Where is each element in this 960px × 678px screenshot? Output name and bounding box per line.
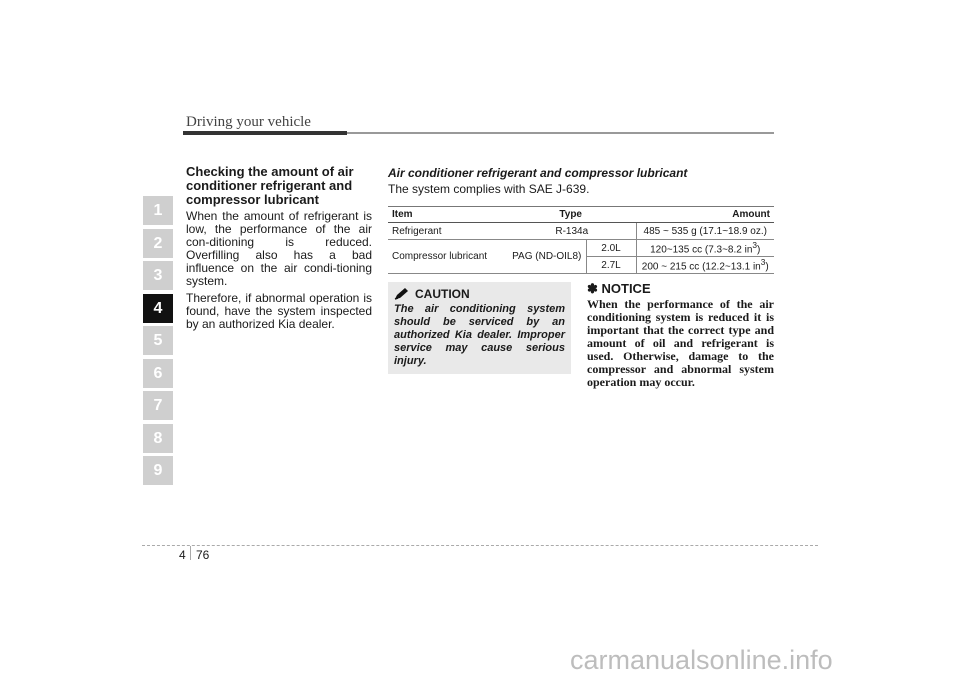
intro-text: The system complies with SAE J-639. [388,182,590,196]
notice-title: ✽ NOTICE [587,281,651,296]
right-column [388,166,774,196]
header-spacer [586,207,636,223]
cell-amount: 485 ~ 535 g (17.1~18.9 oz.) [636,223,774,240]
cell-amount: 120~135 cc (7.3~8.2 $in^3$) [636,240,774,257]
section-heading: Checking the amount of air conditioner refrigerant and compressor lubricant [186,164,354,207]
chapter-tab-7[interactable]: 7 [143,391,173,420]
chapter-tab-5[interactable]: 5 [143,326,173,355]
chapter-tab-3[interactable]: 3 [143,261,173,290]
sub-heading: Air conditioner refrigerant and compressor lubricant [388,166,688,180]
chapter-tab-9[interactable]: 9 [143,456,173,485]
header-item: Item [388,207,508,223]
chapter-tab-4[interactable]: 4 [143,294,173,323]
caution-header [394,287,565,301]
paragraph-1: When the amount of refrigerant is low, the performance of the air con-ditioning is reduced. Overfilling also has a bad influence on the air condi-tioning system. [186,209,372,288]
left-column [186,165,372,335]
cell-engine: 2.0L [586,240,636,257]
cell-item: Refrigerant [388,223,508,240]
footer-rule [142,545,818,546]
spec-table [388,206,774,274]
notice-text: When the performance of the air conditioning system is reduced it is important that the correct type and amount of oil and refrigerant is used. Otherwise, damage to the compressor and abnormal system operation may occur. [587,297,774,389]
footer-chapter: 4 [179,548,186,562]
chapter-tabs [143,196,173,489]
header-title: Driving your vehicle [186,114,311,130]
chapter-tab-8[interactable]: 8 [143,424,173,453]
pencil-icon [394,288,410,300]
header-type: Type [508,207,586,223]
table-header-row [388,207,774,223]
chapter-tab-1[interactable]: 1 [143,196,173,225]
paragraph-2: Therefore, if abnormal operation is found, have the system inspected by an authorized Kia dealer. [186,291,372,331]
chapter-tab-2[interactable]: 2 [143,229,173,258]
header-rule-accent [183,131,347,135]
chapter-tab-6[interactable]: 6 [143,359,173,388]
caution-text: The air conditioning system should be serviced by an authorized Kia dealer. Improper service may cause serious injury. [394,303,565,367]
header-amount: Amount [636,207,774,223]
table-row [388,240,774,257]
cell-type: PAG (ND-OIL8) [508,240,586,274]
footer-separator [190,546,191,560]
caution-title: CAUTION [415,287,470,301]
footer-page-number: 76 [196,548,210,562]
table-row [388,223,774,240]
watermark: carmanualsonline.info [570,645,833,675]
cell-engine: 2.7L [586,257,636,274]
cell-type: R-134a [508,223,636,240]
cell-amount: 200 ~ 215 cc (12.2~13.1 $in^3$) [636,257,774,274]
cell-item: Compressor lubricant [388,240,508,274]
caution-box [388,282,571,374]
notice-block [587,282,774,389]
